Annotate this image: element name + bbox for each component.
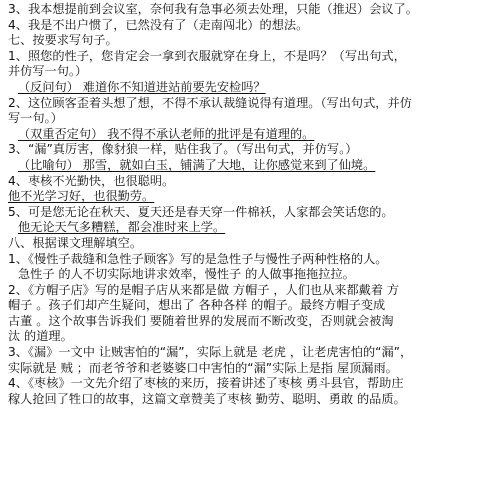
text-line: 汰 的道理。 [8, 329, 73, 344]
answer-line: （双重否定句） 我不得不承认老师的批评是有道理的。 [18, 126, 315, 141]
section-heading: 七、按要求写句子。 [8, 33, 118, 48]
answer-line: （反问句） 难道你不知道进站前要先安检吗？ [18, 79, 266, 94]
text-line: 4、枣核不光勤快，也很聪明。 [8, 173, 175, 188]
text-line: 4、我是不出户惯了，已然没有了（走南闯北）的想法。 [8, 17, 309, 32]
text-line: 2、《方帽子店》写的是帽子店从来都是做 方帽子 ，人们也从来都戴着 方 [8, 282, 400, 297]
text-line: 急性子 的人不切实际地讲求效率，慢性子 的人做事拖拖拉拉。 [18, 267, 355, 282]
text-line: 古董 。这个故事告诉我们 要随着世界的发展而不断改变，否则就会被淘 [8, 313, 394, 328]
text-line: 1、《慢性子裁缝和急性子顾客》写的是急性子与慢性子两种性格的人。 [8, 251, 388, 266]
text-line: 稼人抢回了牲口的故事，这篇文章赞美了枣核 勤劳、聪明、勇敢 的品质。 [8, 391, 406, 406]
answer-line: 他不光学习好，也很勤劳。 [8, 189, 155, 204]
section-heading: 八、根据课文理解填空。 [8, 235, 143, 250]
text-line: 帽子 。孩子们却产生疑问，想出了 各种各样 的帽子。最终方帽子变成 [8, 298, 386, 313]
text-line: 3、“漏”真厉害，像豺狼一样，贴住我了。（写出句式，并仿写。） [8, 142, 358, 157]
text-line: 1、照您的性子，您肯定会一拿到衣服就穿在身上，不是吗？（写出句式， [8, 48, 406, 63]
text-line: 并仿写一句。） [8, 64, 88, 79]
text-line: 5、可是您无论在秋天、夏天还是春天穿一件棉袄，人家都会笑话您的。 [8, 204, 394, 219]
text-line: 实际就是 贼 ；而老爷爷和老婆婆口中害怕的“漏”实际上是指 屋顶漏雨。 [8, 360, 398, 375]
text-line: 4、《枣核》一文先介绍了枣核的来历，接着讲述了枣核 勇斗县官，帮助庄 [8, 376, 404, 391]
answer-line: 他无论天气多糟糕，都会准时来上学。 [18, 220, 226, 235]
answer-line: （比喻句） 那雪，就如白玉，铺满了大地，让你感觉来到了仙境。 [18, 157, 376, 172]
text-line: 3、《漏》一文中 让贼害怕的“漏”，实际上就是 老虎 ，让老虎害怕的“漏”， [8, 345, 413, 360]
text-line: 2、这位顾客歪着头想了想，不得不承认裁缝说得有道理。（写出句式，并仿 [8, 95, 412, 110]
text-line: 3、我本想提前到会议室，奈何我有急事必须去处理，只能（推迟）会议了。 [8, 2, 418, 16]
text-line: 写一句。） [8, 111, 63, 126]
